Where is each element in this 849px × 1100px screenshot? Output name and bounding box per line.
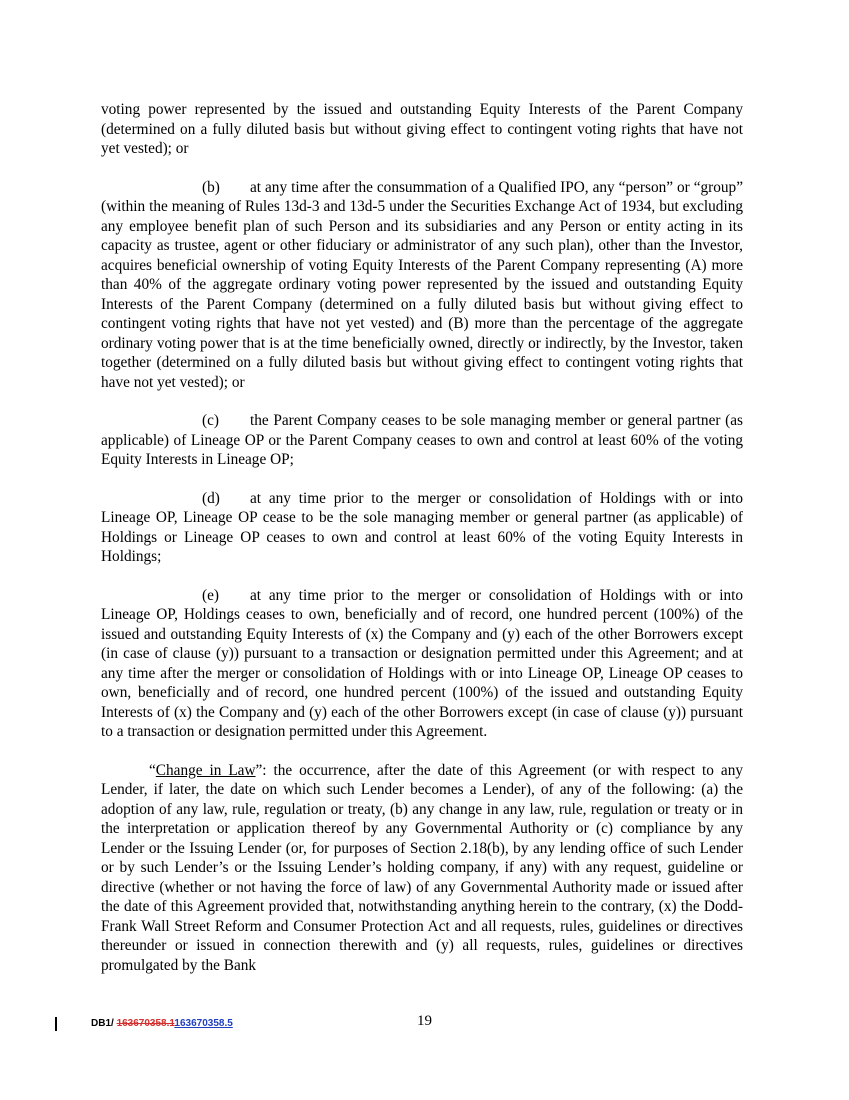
clause-e [101,586,743,742]
change-in-law-definition [101,761,743,976]
document-body [101,100,743,975]
definition-text: the occurrence, after the date of this Agreement (or with respect to any Lender, if later, the date on which such Lender becomes a Lender), of any of the following: (a) the adoption of any law, rule, regulation or treaty, (b) any change in any law, rule, regulation or treaty or in the interpretation or application thereof by any Governmental Authority or (c) compliance by any Lender or the Issuing Lender (or, for purposes of Section 2.18(b), by any lending office of such Lender or by such Lender’s or the Issuing Lender’s holding company, if any) with any request, guideline or directive (whether or not having the force of law) of any Governmental Authority made or issued after the date of this Agreement provided that, notwithstanding anything herein to the contrary, (x) the Dodd-Frank Wall Street Reform and Consumer Protection Act and all requests, rules, guidelines or directives thereunder or issued in connection therewith and (y) all requests, rules, guidelines or directives promulgated by the Bank [101,761,743,974]
clause-c-label: (c) [202,412,219,429]
clause-e-label: (e) [202,586,219,604]
clause-c-text: the Parent Company ceases to be sole managing member or general partner (as applicable) of Lineage OP or the Parent Company ceases to own and control at least 60% of the voting Equity Interests in Lineage OP; [101,412,743,468]
definition-open-quote: “ [149,761,156,779]
definition-term: Change in Law [155,761,256,779]
deleted-doc-id: 163670358.1 [116,1018,175,1029]
doc-prefix: DB1/ [91,1018,117,1029]
clause-d [101,489,743,567]
clause-b-label: (b) [202,178,220,196]
clause-e-text: at any time prior to the merger or consolidation of Holdings with or into Lineage OP, Holdings ceases to own, beneficially and of record, one hundred percent (100%) of the issued and outstanding Equity Interests of (x) the Company and (y) each of the other Borrowers except (in case of clause (y)) pursuant to a transaction or designation permitted under this Agreement; and at any time after the merger or consolidation of Holdings with or into Lineage OP, Lineage OP ceases to own, beneficially and of record, one hundred percent (100%) of the issued and outstanding Equity Interests of (x) the Company and (y) each of the other Borrowers except (in case of clause (y)) pursuant to a transaction or designation permitted under this Agreement. [101,586,743,740]
clause-d-label: (d) [202,489,220,507]
intro-paragraph: voting power represented by the issued and outstanding Equity Interests of the Parent Company (determined on a fully diluted basis but without giving effect to contingent voting rights that have not yet vested); or [101,101,743,157]
definition-close-quote: ”: [255,761,274,779]
clause-c [101,411,743,470]
clause-b [101,178,743,393]
inserted-doc-id: 163670358.5 [174,1018,233,1029]
clause-b-text: at any time after the consummation of a Qualified IPO, any “person” or “group” (within the meaning of Rules 13d-3 and 13d-5 under the Securities Exchange Act of 1934, but excluding any employee benefit plan of such Person and its subsidiaries and any Person or entity acting in its capacity as trustee, agent or other fiduciary or administrator of any such plan), other than the Investor, acquires beneficial ownership of voting Equity Interests of the Parent Company representing (A) more than 40% of the aggregate ordinary voting power represented by the issued and outstanding Equity Interests of the Parent Company (determined on a fully diluted basis but without giving effect to contingent voting rights that have not yet vested) and (B) more than the percentage of the aggregate ordinary voting power that is at the time beneficially owned, directly or indirectly, by the Investor, taken together (determined on a fully diluted basis but without giving effect to contingent voting rights that have not yet vested); or [101,178,743,391]
page-number: 19 [417,1013,432,1029]
clause-d-text: at any time prior to the merger or consolidation of Holdings with or into Lineage OP, Lineage OP cease to be the sole managing member or general partner (as applicable) of Holdings or Lineage OP ceases to own and control at least 60% of the voting Equity Interests in Holdings; [101,489,743,565]
